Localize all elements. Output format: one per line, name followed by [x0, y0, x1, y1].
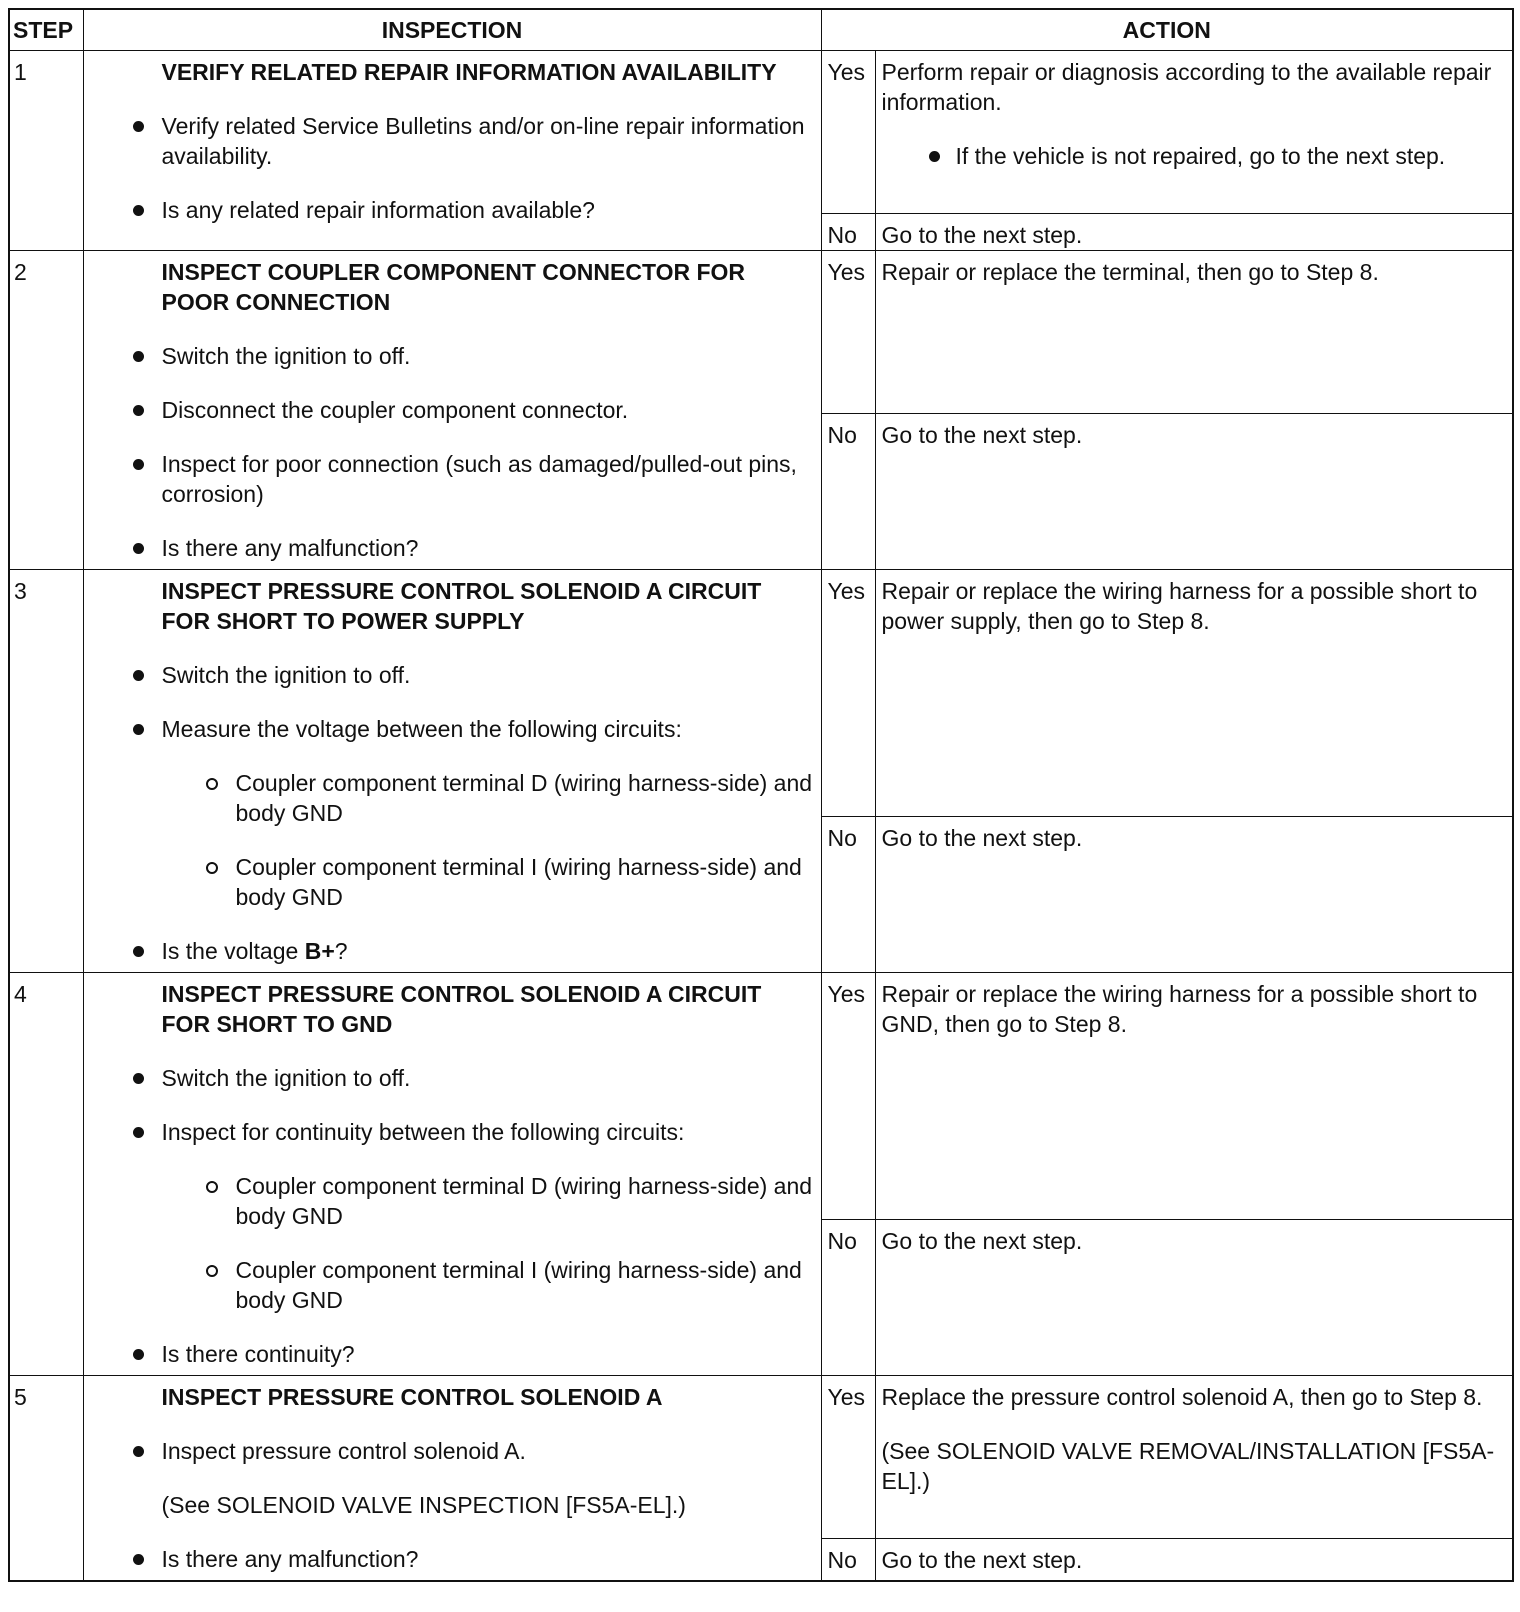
- step-number: 4: [9, 973, 83, 1376]
- question-bold: B+: [304, 938, 335, 964]
- header-action: ACTION: [821, 9, 1513, 51]
- inspection-bullet: Switch the ignition to off.: [84, 341, 813, 371]
- inspection-question: Is there continuity?: [84, 1339, 813, 1369]
- no-label: No: [821, 1220, 875, 1376]
- no-action: Go to the next step.: [875, 1220, 1513, 1376]
- step-inspection: [83, 973, 821, 1376]
- step-number: 2: [9, 251, 83, 570]
- yes-action: [875, 51, 1513, 214]
- question-suffix: ?: [334, 938, 348, 964]
- inspection-bullet: Switch the ignition to off.: [84, 1063, 813, 1093]
- inspection-bullet: Switch the ignition to off.: [84, 660, 813, 690]
- no-action: Go to the next step.: [875, 214, 1513, 251]
- header-step: STEP: [9, 9, 83, 51]
- step-5-yes-row: [9, 1376, 1513, 1539]
- inspection-question: Is there any malfunction?: [84, 1544, 813, 1574]
- step-2-yes-row: [9, 251, 1513, 414]
- yes-label: Yes: [821, 1376, 875, 1539]
- yes-action-text: Perform repair or diagnosis according to the available repair information.: [881, 59, 1492, 115]
- yes-label: Yes: [821, 251, 875, 414]
- yes-action: [875, 1376, 1513, 1539]
- step-inspection: [83, 51, 821, 251]
- inspection-title: INSPECT PRESSURE CONTROL SOLENOID A: [161, 1384, 663, 1410]
- inspection-bullet: Verify related Service Bulletins and/or on-line repair information availability.: [84, 111, 813, 171]
- yes-action-note: (See SOLENOID VALVE REMOVAL/INSTALLATION [FS5A-EL].): [881, 1438, 1495, 1494]
- yes-action: Repair or replace the wiring harness for a possible short to power supply, then go to Step 8.: [875, 570, 1513, 817]
- step-4-yes-row: [9, 973, 1513, 1220]
- inspection-bullet: Inspect for continuity between the following circuits:: [84, 1117, 813, 1147]
- diagnostic-table: [8, 8, 1514, 1582]
- inspection-sub-bullet: Coupler component terminal I (wiring harness-side) and body GND: [84, 1255, 813, 1315]
- no-action: Go to the next step.: [875, 414, 1513, 570]
- no-label: No: [821, 214, 875, 251]
- inspection-question: Is there any malfunction?: [84, 533, 813, 563]
- yes-action-text: Replace the pressure control solenoid A, then go to Step 8.: [881, 1384, 1483, 1410]
- inspection-question: Is any related repair information available?: [84, 195, 813, 225]
- yes-action-bullet: If the vehicle is not repaired, go to the next step.: [882, 141, 1505, 171]
- yes-label: Yes: [821, 51, 875, 214]
- inspection-sub-bullet: Coupler component terminal D (wiring harness-side) and body GND: [84, 1171, 813, 1231]
- inspection-title: INSPECT PRESSURE CONTROL SOLENOID A CIRCUIT FOR SHORT TO GND: [161, 981, 762, 1037]
- inspection-bullet: Measure the voltage between the following circuits:: [84, 714, 813, 744]
- step-number: 1: [9, 51, 83, 251]
- step-inspection: [83, 251, 821, 570]
- inspection-sub-bullet: Coupler component terminal D (wiring harness-side) and body GND: [84, 768, 813, 828]
- step-number: 5: [9, 1376, 83, 1582]
- step-inspection: [83, 1376, 821, 1582]
- step-1-yes-row: [9, 51, 1513, 214]
- inspection-bullet: Inspect for poor connection (such as damaged/pulled-out pins, corrosion): [84, 449, 813, 509]
- inspection-title: VERIFY RELATED REPAIR INFORMATION AVAILABILITY: [161, 59, 777, 85]
- no-label: No: [821, 414, 875, 570]
- step-number: 3: [9, 570, 83, 973]
- inspection-title: INSPECT COUPLER COMPONENT CONNECTOR FOR POOR CONNECTION: [161, 259, 746, 315]
- inspection-note: (See SOLENOID VALVE INSPECTION [FS5A-EL].): [161, 1492, 686, 1518]
- question-prefix: Is the voltage: [161, 938, 305, 964]
- yes-label: Yes: [821, 570, 875, 817]
- header-inspection: INSPECTION: [83, 9, 821, 51]
- header-row: [9, 9, 1513, 51]
- step-inspection: [83, 570, 821, 973]
- inspection-bullet: Inspect pressure control solenoid A.: [84, 1436, 813, 1466]
- inspection-bullet: Disconnect the coupler component connector.: [84, 395, 813, 425]
- no-label: No: [821, 1539, 875, 1582]
- step-3-yes-row: [9, 570, 1513, 817]
- no-action: Go to the next step.: [875, 1539, 1513, 1582]
- yes-action: Repair or replace the terminal, then go to Step 8.: [875, 251, 1513, 414]
- yes-action: Repair or replace the wiring harness for a possible short to GND, then go to Step 8.: [875, 973, 1513, 1220]
- inspection-question: [84, 936, 813, 966]
- yes-label: Yes: [821, 973, 875, 1220]
- inspection-sub-bullet: Coupler component terminal I (wiring harness-side) and body GND: [84, 852, 813, 912]
- inspection-title: INSPECT PRESSURE CONTROL SOLENOID A CIRCUIT FOR SHORT TO POWER SUPPLY: [161, 578, 762, 634]
- no-action: Go to the next step.: [875, 817, 1513, 973]
- no-label: No: [821, 817, 875, 973]
